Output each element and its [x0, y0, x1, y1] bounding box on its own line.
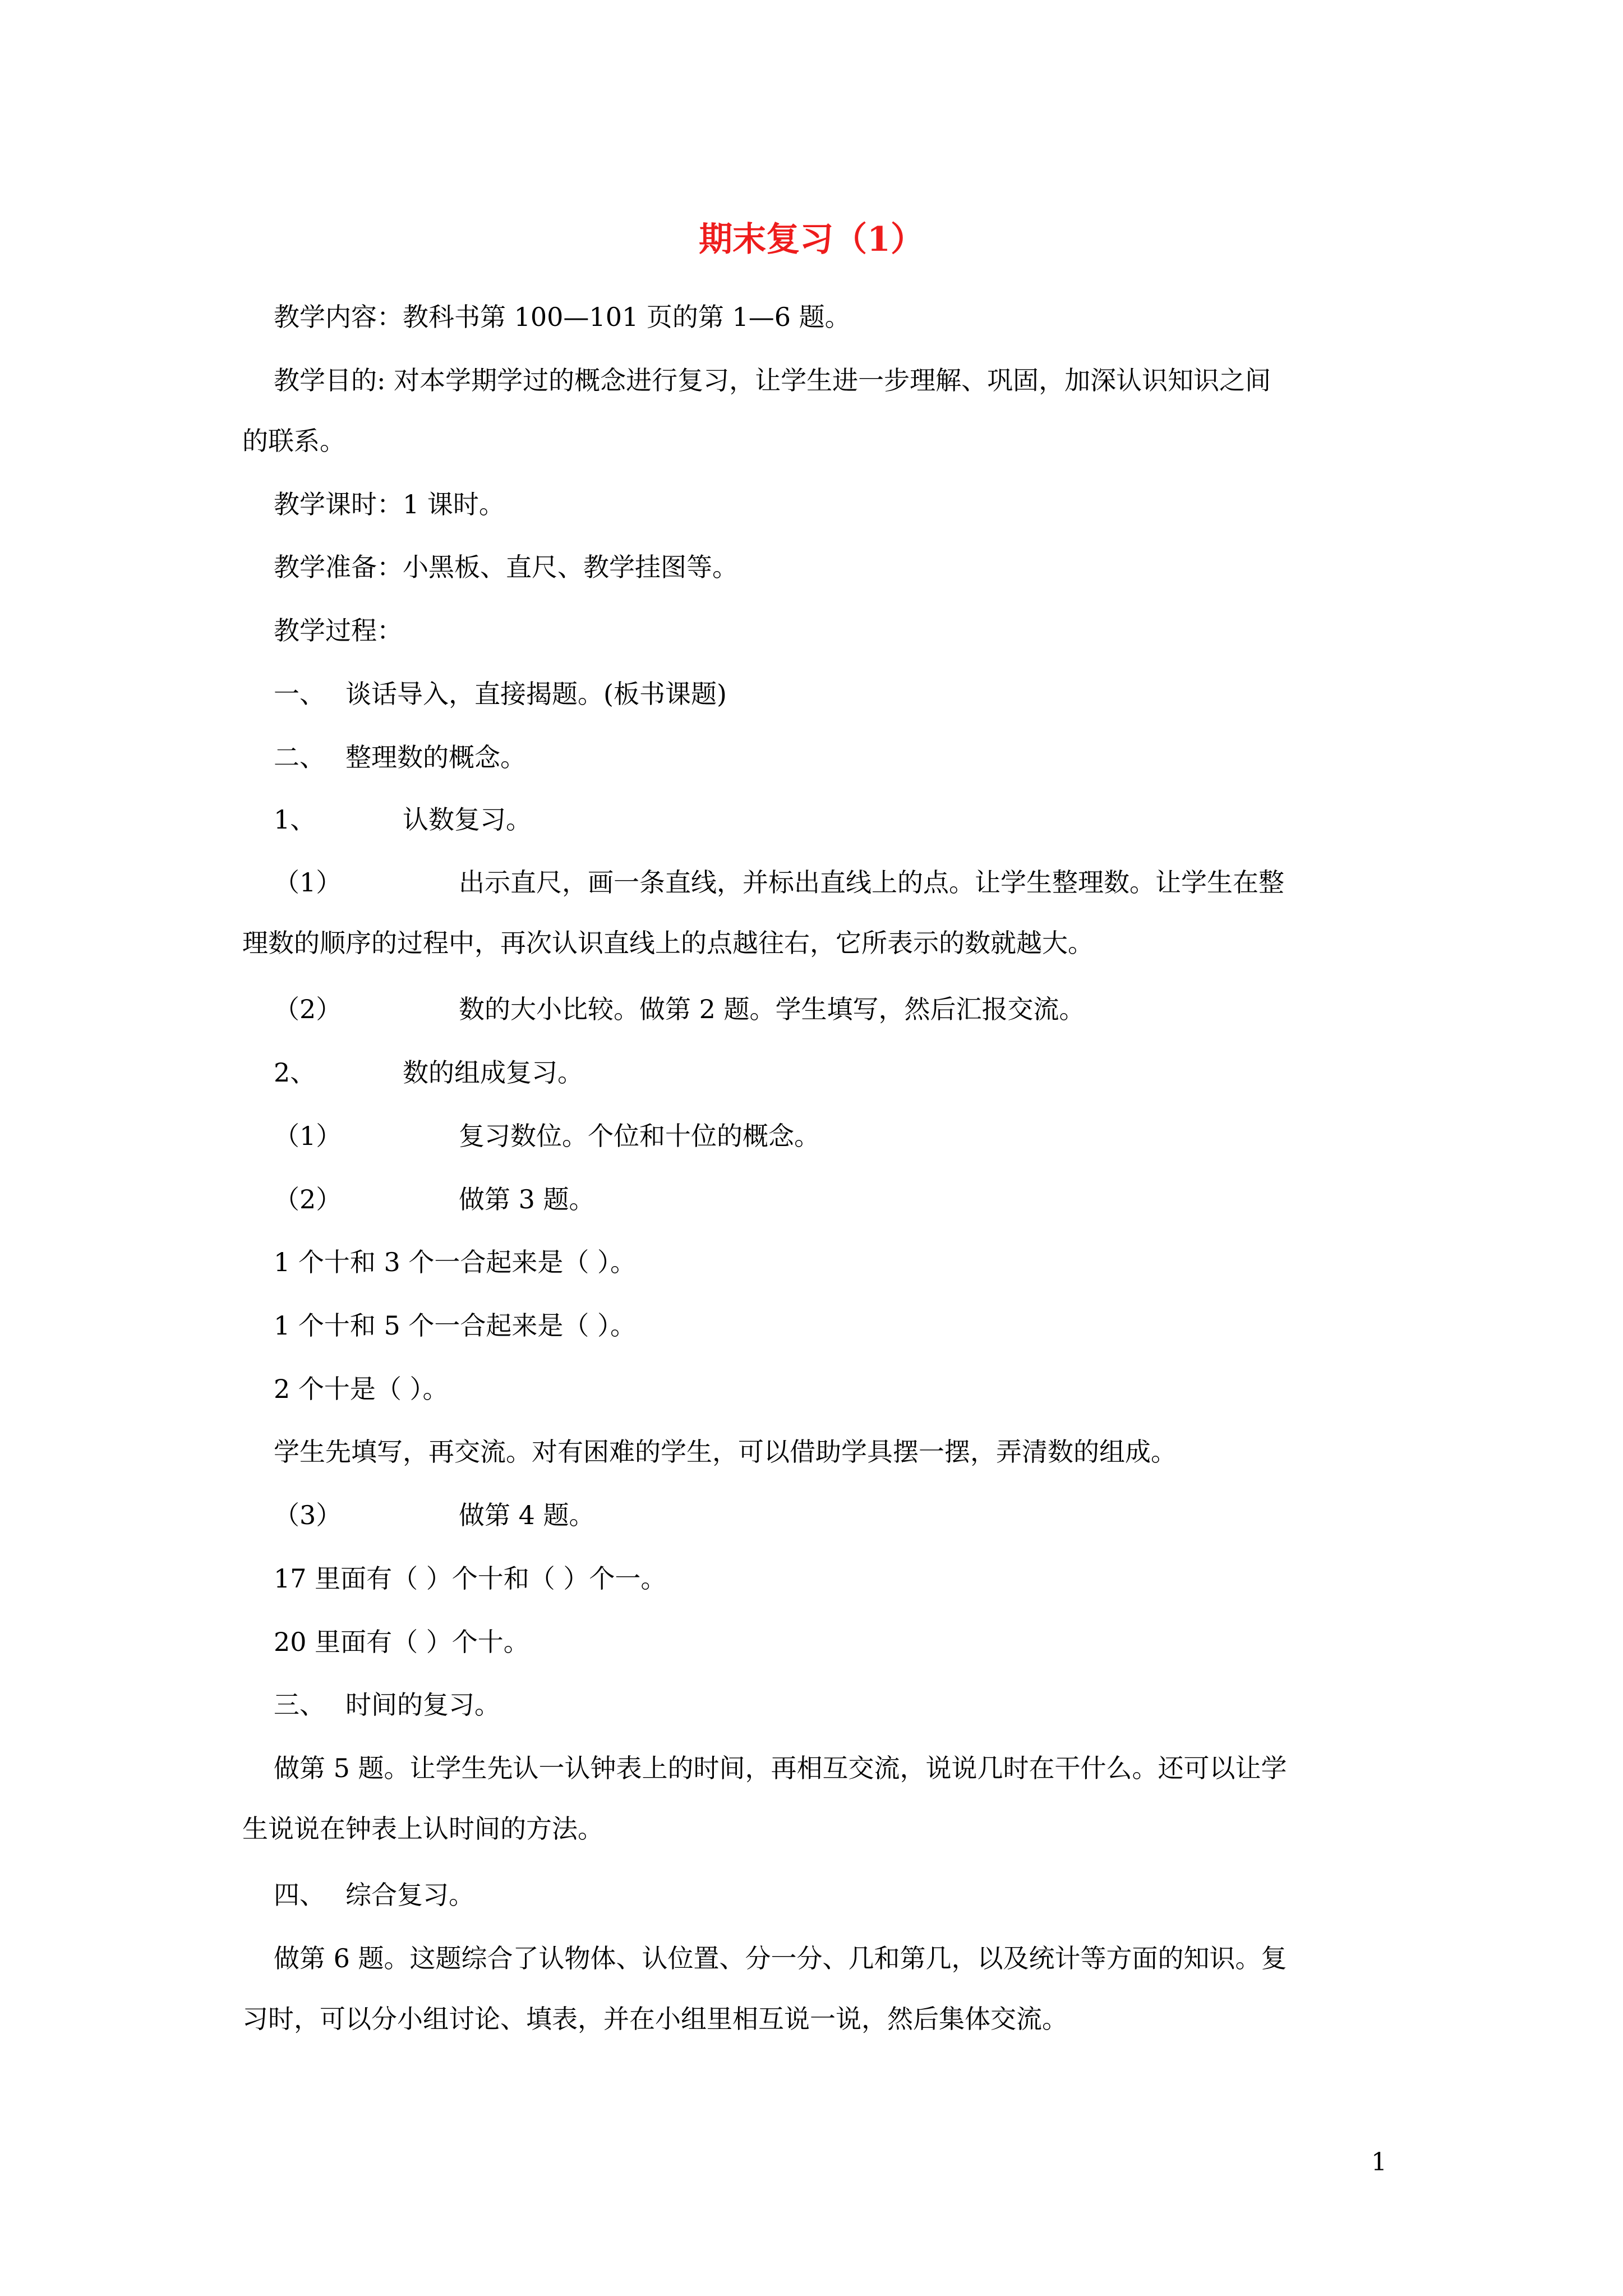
item-1a-text: 出示直尺，画一条直线，并标出直线上的点。让学生整理数。让学生在整 [459, 867, 1284, 898]
item-1b-text: 数的大小比较。做第 2 题。学生填写，然后汇报交流。 [459, 994, 1085, 1024]
item-1b-line [274, 993, 1390, 1025]
item-2c-line [274, 1499, 1390, 1531]
section-2-number: 二、 [274, 742, 325, 772]
section-1-heading [274, 678, 1390, 710]
item-1b-number: （2） [274, 994, 342, 1024]
question-4: 17 里面有（ ）个十和（ ）个一。 [274, 1563, 667, 1594]
item-2-heading [274, 1057, 1390, 1088]
section-4-text: 综合复习。 [345, 1880, 474, 1910]
section-1-text: 谈话导入，直接揭题。(板书课题) [345, 679, 727, 709]
item-2c-number: （3） [274, 1500, 342, 1530]
section-3-number: 三、 [274, 1690, 325, 1720]
item-2c-text: 做第 4 题。 [459, 1500, 595, 1530]
section-4-number: 四、 [274, 1880, 325, 1910]
item-2-number: 2、 [274, 1057, 316, 1088]
section-3-heading [274, 1689, 1390, 1720]
item-2a-text: 复习数位。个位和十位的概念。 [459, 1121, 820, 1151]
section-3-body-line-2: 生说说在钟表上认时间的方法。 [242, 1814, 603, 1844]
teaching-content-line: 教学内容：教科书第 100—101 页的第 1—6 题。 [274, 302, 851, 332]
item-2a-line [274, 1120, 1390, 1152]
section-4-body-line-2: 习时，可以分小组讨论、填表，并在小组里相互说一说，然后集体交流。 [242, 2004, 1068, 2034]
teaching-hours-line: 教学课时：1 课时。 [274, 489, 505, 519]
item-2b-line [274, 1184, 1390, 1215]
item-2-text: 数的组成复习。 [403, 1057, 583, 1088]
question-3: 2 个十是（ ）。 [274, 1374, 449, 1404]
page-number: 1 [1371, 2148, 1387, 2177]
teaching-prep-line: 教学准备：小黑板、直尺、教学挂图等。 [274, 552, 738, 582]
section-2-heading [274, 742, 1390, 773]
section-4-body-line-1: 做第 6 题。这题综合了认物体、认位置、分一分、几和第几，以及统计等方面的知识。复 [274, 1943, 1287, 1973]
section-3-body-line-1: 做第 5 题。让学生先认一认钟表上的时间，再相互交流，说说几时在干什么。还可以让学 [274, 1753, 1287, 1783]
section-1-number: 一、 [274, 679, 325, 709]
item-1-number: 1、 [274, 804, 316, 835]
item-2a-number: （1） [274, 1121, 342, 1151]
section-2-text: 整理数的概念。 [345, 742, 526, 772]
section-3-text: 时间的复习。 [345, 1690, 500, 1720]
item-1-text: 认数复习。 [403, 804, 532, 835]
teaching-goal-line-2: 的联系。 [242, 426, 345, 456]
teaching-process-heading: 教学过程： [274, 615, 403, 646]
section-4-heading [274, 1879, 1390, 1911]
item-1a-line-1 [274, 867, 1390, 898]
item-1a-number: （1） [274, 867, 342, 898]
question-2: 1 个十和 5 个一合起来是（ ）。 [274, 1310, 637, 1341]
item-2b-text: 做第 3 题。 [459, 1184, 595, 1214]
item-1a-line-2: 理数的顺序的过程中，再次认识直线上的点越往右，它所表示的数就越大。 [242, 928, 1094, 958]
question-5: 20 里面有（ ）个十。 [274, 1627, 529, 1657]
teaching-goal-line-1: 教学目的: 对本学期学过的概念进行复习，让学生进一步理解、巩固，加深认识知识之间 [274, 365, 1271, 395]
note-line: 学生先填写，再交流。对有困难的学生，可以借助学具摆一摆，弄清数的组成。 [274, 1437, 1177, 1467]
question-1: 1 个十和 3 个一合起来是（ ）。 [274, 1247, 637, 1277]
item-1-heading [274, 804, 1390, 835]
document-title: 期末复习（1） [699, 220, 924, 259]
item-2b-number: （2） [274, 1184, 342, 1214]
